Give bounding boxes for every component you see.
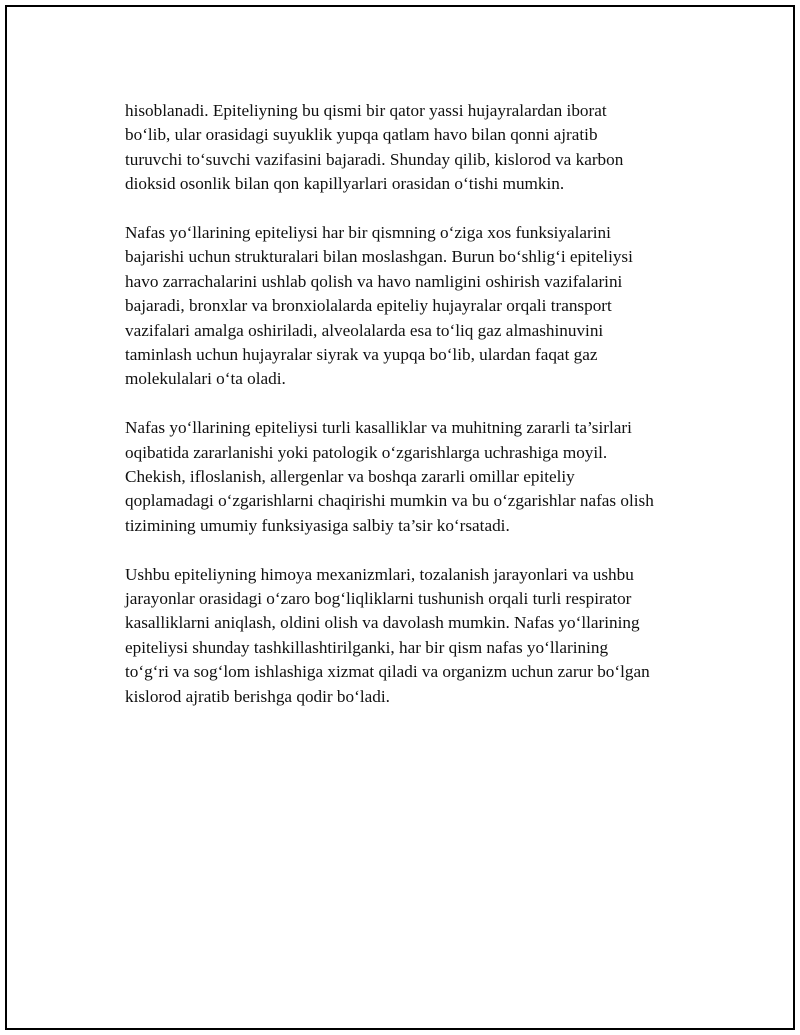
text-line: dioksid osonlik bilan qon kapillyarlari orasidan o‘tishi mumkin.: [125, 174, 565, 194]
document-body: [125, 99, 700, 734]
text-line: vazifalari amalga oshiriladi, alveolalarda esa to‘liq gaz almashinuvini: [125, 320, 604, 340]
text-line: Ushbu epiteliyning himoya mexanizmlari, tozalanish jarayonlari va ushbu: [125, 564, 634, 584]
text-line: havo zarrachalarini ushlab qolish va havo namligini oshirish vazifalarini: [125, 271, 623, 291]
text-line: kislorod ajratib berishga qodir bo‘ladi.: [125, 686, 390, 706]
text-line: epiteliysi shunday tashkillashtirilganki, har bir qism nafas yo‘llarining: [125, 637, 609, 657]
paragraph-1: [125, 99, 700, 197]
text-line: bajarishi uchun strukturalari bilan moslashgan. Burun bo‘shlig‘i epiteliysi: [125, 247, 633, 267]
text-line: qoplamadagi o‘zgarishlarni chaqirishi mumkin va bu o‘zgarishlar nafas olish: [125, 491, 654, 511]
text-line: hisoblanadi. Epiteliyning bu qismi bir qator yassi hujayralardan iborat: [125, 101, 607, 120]
text-line: kasalliklarni aniqlash, oldini olish va davolash mumkin. Nafas yo‘llarining: [125, 613, 640, 633]
text-line: turuvchi to‘suvchi vazifasini bajaradi. Shunday qilib, kislorod va karbon: [125, 149, 624, 169]
text-line: bajaradi, bronxlar va bronxiolalarda epiteliy hujayralar orqali transport: [125, 296, 612, 316]
paragraph-3: [125, 416, 700, 538]
text-line: molekulalari o‘ta oladi.: [125, 369, 286, 389]
text-line: to‘g‘ri va sog‘lom ishlashiga xizmat qiladi va organizm uchun zarur bo‘lgan: [125, 662, 650, 682]
text-line: taminlash uchun hujayralar siyrak va yupqa bo‘lib, ulardan faqat gaz: [125, 345, 598, 365]
paragraph-4: [125, 563, 700, 709]
page-border: [5, 5, 795, 1030]
text-line: jarayonlar orasidagi o‘zaro bog‘liqliklarni tushunish orqali turli respirator: [125, 589, 632, 609]
text-line: Nafas yo‘llarining epiteliysi har bir qismning o‘ziga xos funksiyalarini: [125, 223, 611, 243]
text-line: bo‘lib, ular orasidagi suyuklik yupqa qatlam havo bilan qonni ajratib: [125, 125, 598, 145]
paragraph-2: [125, 221, 700, 392]
text-line: oqibatida zararlanishi yoki patologik o‘zgarishlarga uchrashiga moyil.: [125, 442, 608, 462]
text-line: Chekish, ifloslanish, allergenlar va boshqa zararli omillar epiteliy: [125, 467, 575, 487]
text-line: Nafas yo‘llarining epiteliysi turli kasalliklar va muhitning zararli ta’sirlari: [125, 418, 632, 438]
text-line: tizimining umumiy funksiyasiga salbiy ta’sir ko‘rsatadi.: [125, 515, 510, 535]
